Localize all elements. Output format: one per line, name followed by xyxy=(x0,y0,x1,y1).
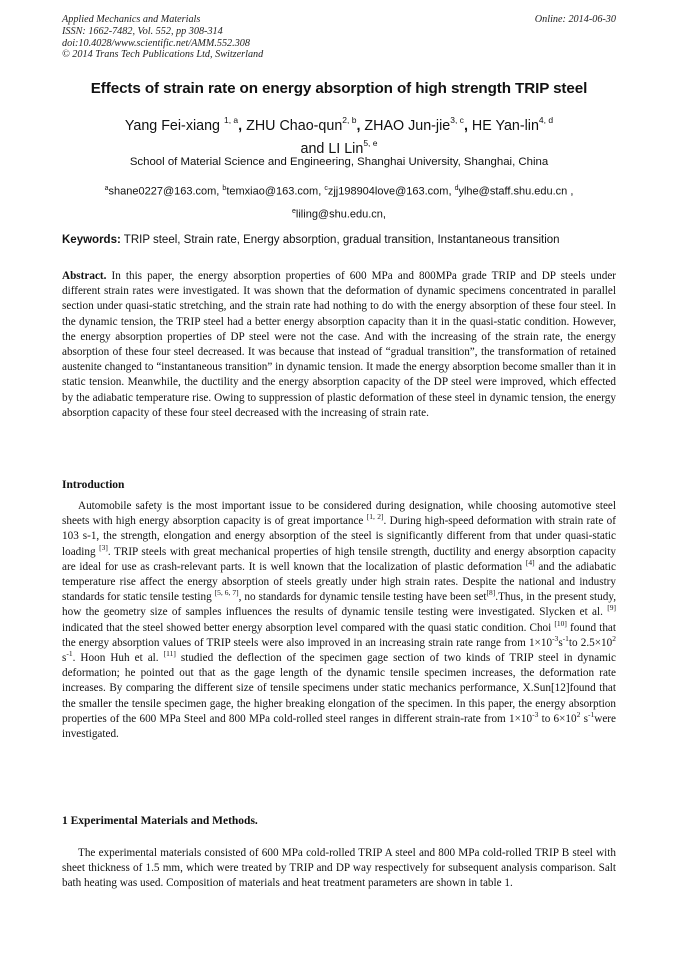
doi-line[interactable]: doi:10.4028/www.scientific.net/AMM.552.308 xyxy=(62,37,250,49)
section-1-heading: 1 Experimental Materials and Methods. xyxy=(62,815,258,827)
author-sup: 4, d xyxy=(538,115,554,125)
paragraph: Automobile safety is the most important issue to be considered during designation, while choosing automotive steel sheets with high energy absorption capacity is of great importance [1, 2]. During high-speed deformation with strain rate of 103 s-1, the strength, elongation and energy absorption of the steel is significantly different from that under quasi-static loading [3]. TRIP steels with great mechanical properties of high tensile strength, ductility and energy absorption capacity are ideal for use as crash-relevant parts. It is well known that the localization of plastic deformation [4] and the adiabatic temperature rise affect the energy absorption of steels greatly under high strain rates. Despite the national and industry standards for static tensile testing [5, 6, 7], no standards for dynamic tensile testing have been set[8].Thus, in the present study, how the geometry size of samples influences the results of dynamic tensile testing were investigated. Slycken et al. [9] indicated that the steel showed better energy absorption level compared with the quasi static condition. Choi [10] found that the energy absorption values of TRIP steels were also improved in an increasing strain rate range from $1\times 10^{-3}s^{-1}to$ $2.5\times 10^2$ $s^{-1}$. Hoon Huh et al. [11] studied the deflection of the specimen gage section of two kinds of TRIP steel in dynamic deformation; he pointed out that as the gage length of the dynamic tensile specimen increases, the deformation rate increases. By comparing the different size of tensile specimens under static mechanics performance, X.Sun[12]found that the smaller the tensile specimen gage, the higher breaking elongation of the specimen. In this paper, the energy absorption properties of the 600 MPa Steel and 800 MPa cold-rolled steel ranges in different strain-rate from $1\times 10^{-3}$ to $6\times 10^2$ $s^{-1}were$ investigated. xyxy=(62,500,616,741)
author-sup: 5, e xyxy=(363,137,378,148)
paragraph: The experimental materials consisted of 600 MPa cold-rolled TRIP A steel and 800 MPa cold-rolled TRIP B steel with sheet thickness of 1.5 mm, which were treated by TRIP and DP way respectively for subsequent analysis comparison. Salt bath heating was used. Composition of materials and heat treatment parameters are shown in table 1. xyxy=(62,847,616,890)
journal-name: Applied Mechanics and Materials xyxy=(62,14,201,25)
copyright-line: © 2014 Trans Tech Publications Ltd, Switzerland xyxy=(62,49,264,61)
abstract xyxy=(62,269,616,421)
journal-header xyxy=(62,14,616,61)
author-list: Yang Fei-xiang $^{1, a}$, ZHU Chao-qun$^{2, b}$, ZHAO Jun-jie$^{3, c}$, HE Yan-lin$^{4, d}$ and LI Lin$^{5, e}$ xyxy=(124,115,554,157)
keywords-label: Keywords: xyxy=(62,234,121,246)
author-sup: 3, c xyxy=(450,115,464,125)
author-name: and LI Lin xyxy=(300,140,364,157)
exponent: -3 xyxy=(552,633,559,643)
keywords-text: TRIP steel, Strain rate, Energy absorption, gradual transition, Instantaneous transition xyxy=(123,234,560,246)
citation: [11] xyxy=(163,649,176,659)
introduction-body xyxy=(62,499,616,742)
keywords xyxy=(62,234,622,246)
exponent: -3 xyxy=(532,709,539,719)
exponent: -1 xyxy=(562,633,569,643)
affiliation: School of Material Science and Engineering, Shanghai University, Shanghai, China xyxy=(129,156,549,168)
author-name: Yang Fei-xiang xyxy=(124,117,220,134)
author-name: ZHU Chao-qun xyxy=(246,117,343,134)
exponent: 2 xyxy=(576,709,581,719)
exponent: -1 xyxy=(66,649,73,659)
email-link[interactable]: liling@shu.edu.cn, xyxy=(295,208,386,221)
introduction-heading: Introduction xyxy=(62,479,125,491)
email-link[interactable]: temxiao@163.com, xyxy=(226,185,322,198)
abstract-label: Abstract. xyxy=(62,270,107,282)
issn-line: ISSN: 1662-7482, Vol. 552, pp 308-314 xyxy=(62,25,223,37)
email-link[interactable]: zjj198904love@163.com, xyxy=(327,185,452,198)
author-name: HE Yan-lin xyxy=(471,117,539,134)
email-link[interactable]: ylhe@staff.shu.edu.cn , xyxy=(458,185,574,198)
section-1-body xyxy=(62,846,616,892)
abstract-text: In this paper, the energy absorption properties of 600 MPa and 800MPa grade TRIP and DP steels under different strain rates were investigated. It was shown that the deformation of dynamic specimens concentrated in parallel section under quasi-static stretching, and the strain rate had nothing to do with the energy absorption of these four steel. In the dynamic tension, the TRIP steel had a better energy absorption capacity than it in the quasi-static condition. However, the energy absorption properties of DP steel were not the case. And with the increasing of the strain rate, the energy absorption of these four steel decreased. It was because that instead of “gradual transition”, the transformation of retained austenite changed to “instantaneous transition” in dynamic tension. It made the energy absorption become smaller than it in static tension. Meanwhile, the ductility and the energy absorption capacity of the DP steel were improved, which effected by the adiabatic temperature rise. Owing to suppression of plastic deformation of these steel in dynamic tension, the energy absorption capacity of these four steel decreased with the increasing of strain rate. xyxy=(62,270,617,419)
email-link[interactable]: shane0227@163.com, xyxy=(108,185,220,198)
author-sup: 1, a xyxy=(223,115,239,125)
citation: [10] xyxy=(554,618,567,628)
citation: [9] xyxy=(607,603,616,613)
author-sup: 2, b xyxy=(342,115,357,125)
paper-title: Effects of strain rate on energy absorption of high strength TRIP steel xyxy=(90,80,588,97)
citation: [5, 6, 7] xyxy=(214,588,239,598)
exponent: 2 xyxy=(612,633,616,643)
citation: [1, 2] xyxy=(366,512,384,522)
citation: [8] xyxy=(486,588,496,598)
citation: [3] xyxy=(99,542,108,552)
email-list: $^a$shane0227@163.com, $^b$temxiao@163.com, $^c$zjj198904love@163.com, $^d$ylhe@staff.shu.edu.cn , $^e$liling@shu.edu.cn, xyxy=(104,185,574,221)
online-date: Online: 2014-06-30 xyxy=(534,14,616,25)
exponent: -1 xyxy=(587,709,595,719)
author-name: ZHAO Jun-jie xyxy=(364,117,451,134)
citation: [4] xyxy=(525,557,535,567)
